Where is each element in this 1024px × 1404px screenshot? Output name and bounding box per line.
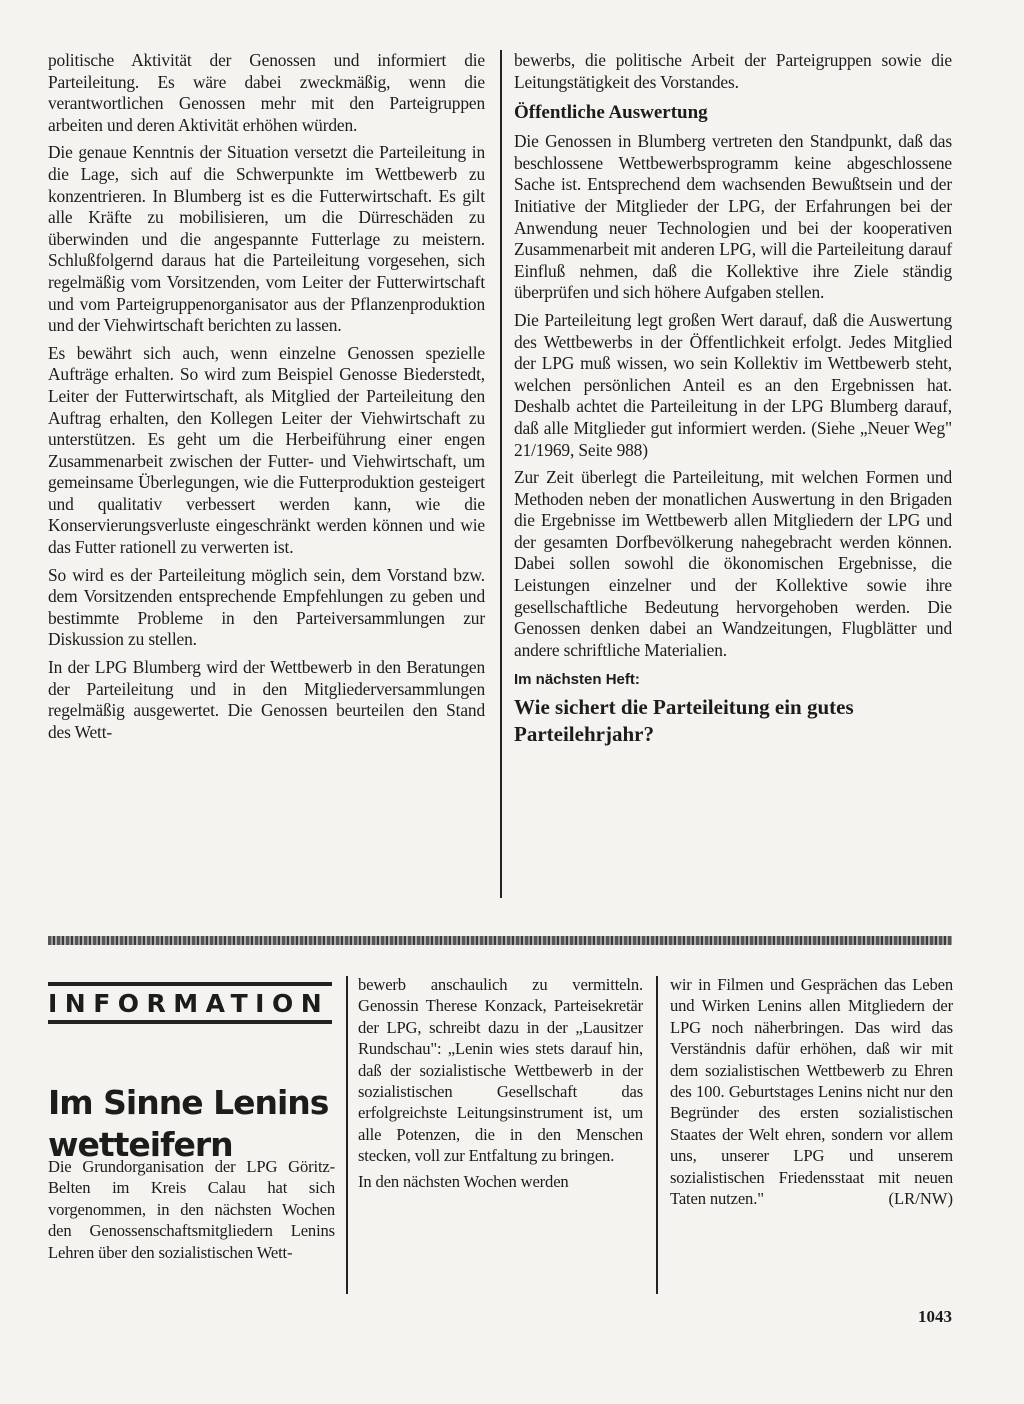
article-paragraph: Die Genossen in Blumberg vertreten den Standpunkt, daß das beschlossene Wettbewerbsprogramm keine abgeschlossene Sache ist. Entsprechend dem wachsenden Bewußtsein und der Initiative der Mitglieder der LPG, der Erfahrungen bei der Anwendung neuer Technologien und bei der kooperativen Zusammenarbeit mit anderen LPG, will die Parteileitung darauf Einfluß nehmen, daß die Kollektive ihre Ziele ständig überprüfen und sich höhere Aufgaben stellen. bbox=[514, 131, 952, 303]
column-divider bbox=[656, 976, 658, 1294]
article-paragraph: politische Aktivität der Genossen und informiert die Parteileitung. Es wäre dabei zweckmäßig, wenn die verantwortlichen Genossen mehr mit den Parteigruppen arbeiten und deren Aktivität erhöhen würden. bbox=[48, 50, 485, 135]
article-paragraph: So wird es der Parteileitung möglich sein, dem Vorstand bzw. dem Vorsitzenden entsprechende Empfehlungen zu geben und bestimmte Probleme in den Parteiversammlungen zur Diskussion zu stellen. bbox=[48, 564, 485, 650]
article-paragraph: Zur Zeit überlegt die Parteileitung, mit welchen Formen und Methoden neben der monatlichen Auswertung in den Brigaden die Ergebnisse im Wettbewerb allen Mitgliedern der LPG und der gesamten Dorfbevölkerung nahegebracht werden können. Dabei sollen sowohl die ökonomischen Ergebnisse, die Leistungen einzelner und der Kollektive sowie ihre gesellschaftliche Bedeutung hervorgehoben werden. Die Genossen denken dabei an Wandzeitungen, Flugblätter und andere schriftliche Materialien. bbox=[514, 467, 952, 660]
article-paragraph: bewerbs, die politische Arbeit der Parteigruppen sowie die Leitungstätigkeit des Vorstandes. bbox=[514, 50, 952, 92]
article-left-column bbox=[48, 50, 485, 749]
section-divider bbox=[48, 936, 952, 945]
article-paragraph: In der LPG Blumberg wird der Wettbewerb in den Beratungen der Parteileitung und in den Mitgliederversammlungen regelmäßig ausgewertet. Die Genossen beurteilen den Stand des Wett- bbox=[48, 657, 485, 742]
information-title: Im Sinne Lenins wetteifern bbox=[48, 1083, 329, 1165]
page-number: 1043 bbox=[918, 1307, 952, 1326]
article-paragraph: In den nächsten Wochen werden bbox=[358, 1171, 569, 1191]
information-column-2 bbox=[358, 974, 643, 1196]
article-paragraph: Die genaue Kenntnis der Situation versetzt die Parteileitung in die Lage, sich auf die Schwerpunkte im Wettbewerb zu konzentrieren. In Blumberg ist es die Futterwirtschaft. Es gilt alle Kräfte zu mobilisieren, um die Dürreschäden zu überwinden und die angespannte Futterlage zu meistern. Schlußfolgernd daraus hat die Parteileitung vorgesehen, sich regelmäßig vom Vorsitzenden, vom Leiter der Futterwirtschaft und vom Parteigruppenorganisator aus der Pflanzenproduktion und der Viehwirtschaft berichten zu lassen. bbox=[48, 142, 485, 336]
information-column-1 bbox=[48, 1156, 335, 1267]
article-paragraph: wir in Filmen und Gesprächen das Leben und Wirken Lenins allen Mitgliedern der LPG noch näherbringen. Das wird das Verständnis dafür erhöhen, daß wir mit dem sozialistischen Wettbewerb zu Ehren des 100. Geburtstages Lenins nicht nur den Begründer des ersten sozialistischen Staates der Welt ehren, sondern vor allem uns, unserer LPG und unserem sozialistischen Friedensstaat mit neuen Taten nutzen." bbox=[670, 975, 953, 1209]
article-paragraph: Die Parteileitung legt großen Wert darauf, daß die Auswertung des Wettbewerbs in der Öffentlichkeit erfolgt. Jedes Mitglied der LPG muß wissen, wo sein Kollektiv im Wettbewerb steht, welchen persönlichen Anteil es an den Ergebnissen hat. Deshalb achtet die Parteileitung in der LPG Blumberg darauf, daß alle Mitglieder gut informiert werden. (Siehe „Neuer Weg" 21/1969, Seite 988) bbox=[514, 309, 952, 460]
column-divider bbox=[500, 50, 502, 898]
section-heading: Öffentliche Auswertung bbox=[514, 102, 708, 124]
column-divider bbox=[346, 976, 348, 1294]
information-column-3 bbox=[670, 974, 953, 1209]
article-paragraph: bewerb anschaulich zu vermitteln. Genossin Therese Konzack, Parteisekretär der LPG, schreibt dazu in der „Lausitzer Rundschau": „Lenin wies stets darauf hin, daß der sozialistische Wettbewerb in der sozialistischen Gesellschaft das erfolgreichste Leitungsinstrument ist, um alle Potenzen, die in den Menschen stecken, voll zur Entfaltung zu bringen. bbox=[358, 975, 643, 1166]
information-section-label: INFORMATION bbox=[48, 982, 332, 1024]
source-credit: (LR/NW) bbox=[888, 1189, 953, 1209]
article-paragraph: Es bewährt sich auch, wenn einzelne Genossen spezielle Aufträge erhalten. So wird zum Beispiel Genosse Biederstedt, Leiter der Futterwirtschaft, als Mitglied der Parteileitung den Auftrag erhalten, den Kollegen Leiter der Viehwirtschaft zu unterstützen. Es geht um die Herbeiführung einer engen Zusammenarbeit zwischen der Futter- und Viehwirtschaft, um gemeinsame Überlegungen, wie die Futterproduktion gesteigert und qualitativ verbessert werden kann, wie die Konservierungsverluste eingeschränkt werden können und wie das Futter rationell zu verwerten ist. bbox=[48, 342, 485, 558]
next-issue-label: Im nächsten Heft: bbox=[514, 671, 640, 689]
article-paragraph: Die Grundorganisation der LPG Göritz-Belten im Kreis Calau hat sich vorgenommen, in den nächsten Wochen den Genossenschaftsmitgliedern Lenins Lehren über den sozialistischen Wett- bbox=[48, 1157, 335, 1262]
next-issue-title: Wie sichert die Parteileitung ein gutes Parteilehrjahr? bbox=[514, 695, 854, 747]
article-right-column bbox=[514, 50, 952, 748]
